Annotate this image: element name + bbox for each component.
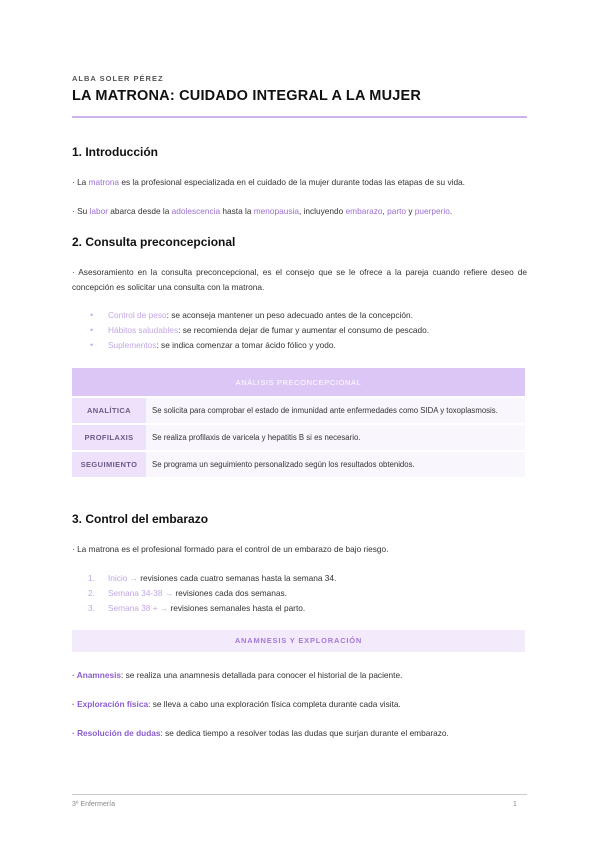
intro-paragraph-2	[72, 204, 527, 219]
highlight-term: menopausia	[253, 206, 299, 216]
table-key-cell: PROFILAXIS	[72, 424, 146, 451]
highlight-term: matrona	[88, 177, 120, 187]
list-item-label: Control de peso	[108, 310, 167, 320]
highlight-term: adolescencia	[171, 206, 221, 216]
list-item-label: Semana 34-38 →	[108, 588, 174, 598]
preconception-table	[72, 368, 525, 477]
item-text: : se dedica tiempo a resolver todas las dudas que surjan durante el embarazo.	[160, 728, 449, 738]
text-run: .	[449, 206, 453, 216]
list-item	[88, 586, 336, 601]
text-run: · Su	[72, 206, 90, 216]
table-header-row	[72, 368, 525, 397]
list-item-label: Suplementos	[108, 340, 157, 350]
list-item-text: : se aconseja mantener un peso adecuado antes de la concepción.	[166, 310, 413, 320]
table-row	[72, 424, 525, 451]
consulta-intro: · Asesoramiento en la consulta preconcepcional, es el consejo que se le ofrece a la pareja cuando refiere deseo de concepción es solicitar una consulta con la matrona.	[72, 267, 527, 292]
bullet-icon: •	[90, 325, 94, 335]
list-item	[88, 571, 336, 586]
author-name: ALBA SOLER PÉREZ	[72, 74, 164, 83]
item-text: : se realiza una anamnesis detallada para conocer el historial de la paciente.	[121, 670, 403, 680]
highlight-term: parto	[387, 206, 407, 216]
list-number: 3.	[88, 603, 95, 613]
list-item	[88, 308, 429, 323]
anamnesis-item	[72, 668, 527, 683]
text-run: , incluyendo	[298, 206, 346, 216]
text-run: es la profesional especializada en el cuidado de la mujer durante todas las etapas de su vida.	[119, 177, 465, 187]
table-value-cell: Se solicita para comprobar el estado de inmunidad ante enfermedades como SIDA y toxoplasmosis.	[146, 397, 525, 424]
bullet-icon: •	[90, 340, 94, 350]
page-title: LA MATRONA: CUIDADO INTEGRAL A LA MUJER	[72, 88, 422, 104]
section-heading-control: 3. Control del embarazo	[72, 512, 209, 526]
list-number: 2.	[88, 588, 95, 598]
highlight-term: puerperio	[414, 206, 450, 216]
table-value-cell: Se realiza profilaxis de varicela y hepatitis B si es necesario.	[146, 424, 525, 451]
item-label: · Anamnesis	[72, 670, 122, 680]
list-item	[88, 323, 429, 338]
footer-course: 3º Enfermería	[72, 801, 116, 808]
table-key-cell: SEGUIMIENTO	[72, 451, 146, 477]
text-run: abarca desde la	[107, 206, 172, 216]
list-item-text: revisiones cada dos semanas.	[173, 588, 287, 598]
table-value-cell: Se programa un seguimiento personalizado según los resultados obtenidos.	[146, 451, 525, 477]
item-label: · Resolución de dudas	[72, 728, 161, 738]
item-label: · Exploración física	[72, 699, 149, 709]
highlight-term: labor	[89, 206, 108, 216]
highlight-term: embarazo	[345, 206, 383, 216]
list-item-text: : se recomienda dejar de fumar y aumentar el consumo de pescado.	[178, 325, 429, 335]
list-item-text: revisiones cada cuatro semanas hasta la semana 34.	[137, 573, 337, 583]
table-row	[72, 397, 525, 424]
item-text: : se lleva a cabo una exploración física completa durante cada visita.	[148, 699, 401, 709]
bullet-icon: •	[90, 310, 94, 320]
list-item	[88, 601, 336, 616]
visits-list	[88, 571, 336, 616]
text-run: hasta la	[220, 206, 254, 216]
table-key-cell: ANALÍTICA	[72, 397, 146, 424]
title-divider	[72, 116, 527, 118]
list-item-label: Inicio →	[108, 573, 138, 583]
list-number: 1.	[88, 573, 95, 583]
list-item-label: Semana 38 + →	[108, 603, 169, 613]
intro-paragraph-1	[72, 175, 527, 190]
anamnesis-banner: ANAMNESIS Y EXPLORACIÓN	[72, 630, 525, 652]
section-heading-consulta: 2. Consulta preconcepcional	[72, 235, 236, 249]
control-intro: · La matrona es el profesional formado para el control de un embarazo de bajo riesgo.	[72, 544, 389, 554]
section-heading-introduccion: 1. Introducción	[72, 145, 159, 159]
footer-divider	[72, 794, 527, 795]
text-run: y	[406, 206, 415, 216]
list-item-label: Hábitos saludables	[108, 325, 179, 335]
text-run: ,	[382, 206, 388, 216]
table-row	[72, 451, 525, 477]
dudas-item	[72, 726, 527, 741]
page-number: 1	[513, 801, 517, 808]
preconception-list	[88, 308, 429, 353]
list-item	[88, 338, 429, 353]
exploracion-item	[72, 697, 527, 712]
list-item-text: revisiones semanales hasta el parto.	[168, 603, 306, 613]
table-header: ANÁLISIS PRECONCEPCIONAL	[72, 368, 525, 397]
list-item-text: : se indica comenzar a tomar ácido fólico y yodo.	[156, 340, 336, 350]
text-run: · La	[72, 177, 89, 187]
